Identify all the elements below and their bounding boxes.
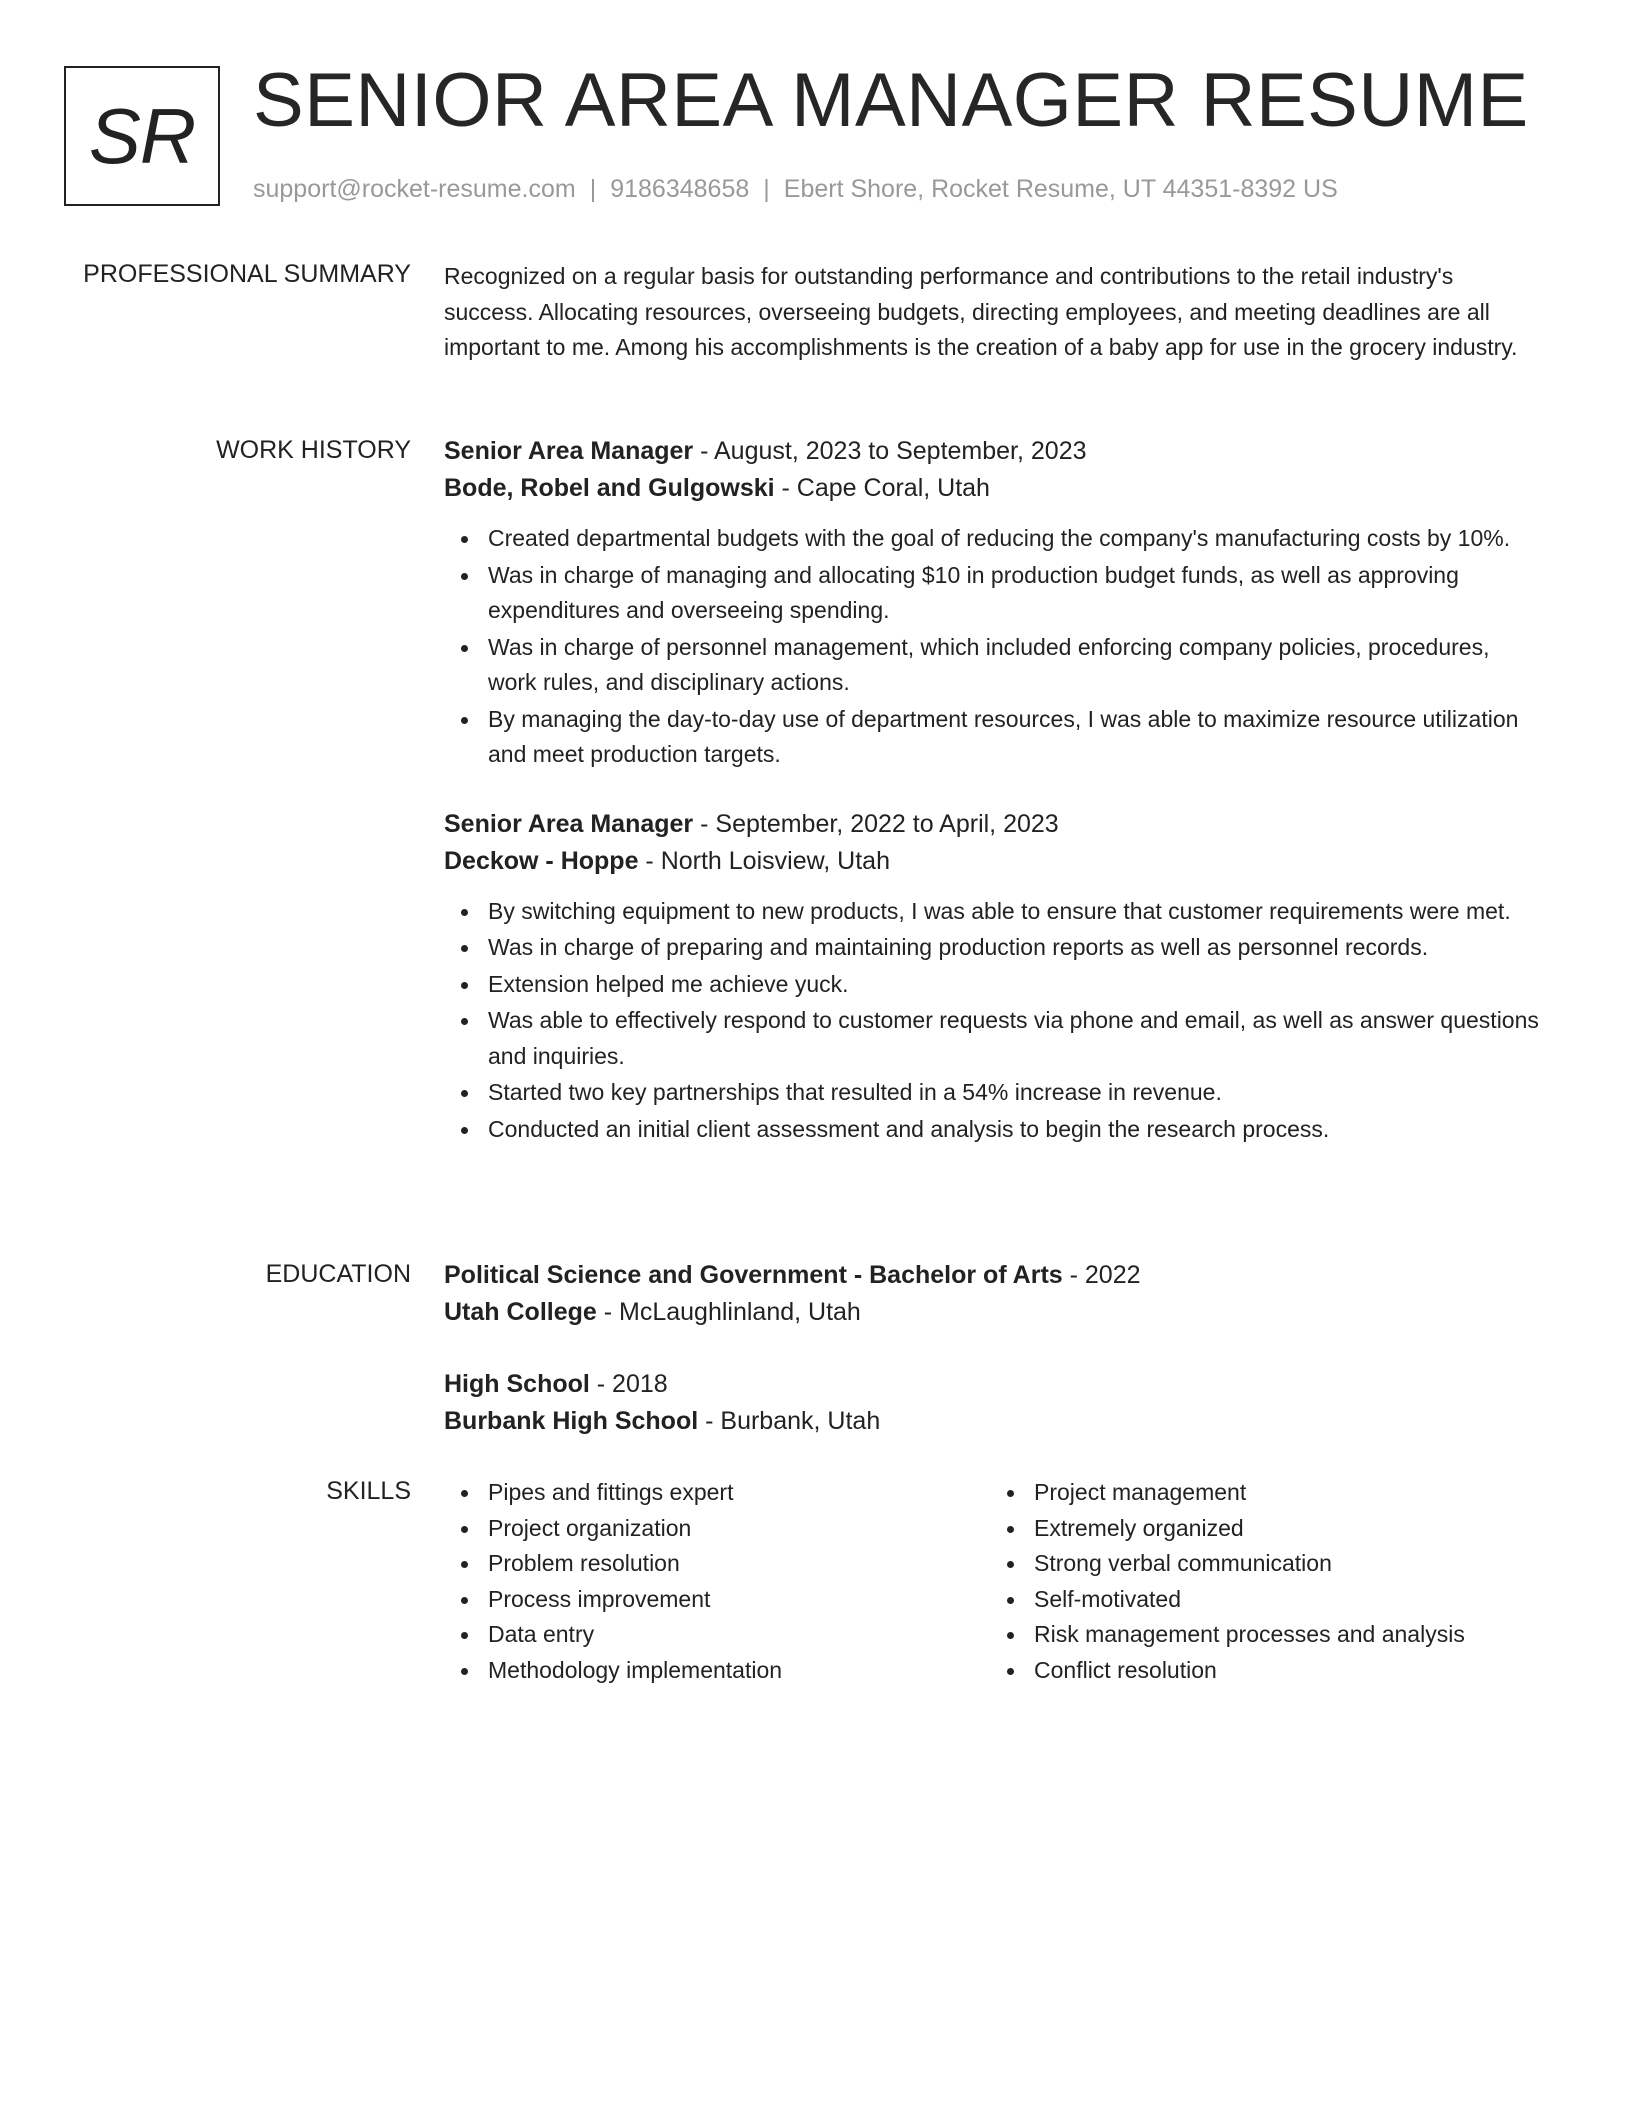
job-bullet: By switching equipment to new products, I was able to ensure that customer requirements were met. [488, 894, 1544, 930]
summary-text: Recognized on a regular basis for outstanding performance and contributions to the retail industry's success. Allocating resources, overseeing budgets, directing employees, and meeting deadlines are all important to me. Among his accomplishments is the creation of a baby app for use in the grocery industry. [444, 263, 1518, 360]
school-location: - Burbank, Utah [698, 1407, 881, 1435]
skill-item: Process improvement [488, 1582, 990, 1618]
job-company: Bode, Robel and Gulgowski [444, 474, 775, 502]
skill-item: Data entry [488, 1617, 990, 1653]
education-entry [444, 1366, 1544, 1440]
job-company: Deckow - Hoppe [444, 846, 639, 875]
skill-item: Project management [1034, 1475, 1536, 1511]
contact-address: Ebert Shore, Rocket Resume, UT 44351-8392 US [783, 175, 1338, 203]
job-bullets [444, 894, 1544, 1148]
school-line [444, 1294, 1544, 1331]
skill-item: Extremely organized [1034, 1511, 1536, 1547]
school-line [444, 1403, 1544, 1440]
job-location: - Cape Coral, Utah [774, 474, 990, 502]
resume-title: SENIOR AREA MANAGER RESUME [253, 58, 1529, 143]
job-entry [444, 433, 1544, 773]
contact-email[interactable]: support@rocket-resume.com [253, 175, 576, 203]
skills-body [444, 1475, 1544, 1689]
contact-phone[interactable]: 9186348658 [610, 175, 750, 203]
school: Burbank High School [444, 1407, 699, 1435]
contact-separator: | [763, 175, 770, 203]
degree: High School [444, 1370, 590, 1398]
education-entry [444, 1257, 1544, 1331]
skill-item: Project organization [488, 1511, 990, 1547]
job-title: Senior Area Manager [444, 809, 694, 838]
skill-item: Pipes and fittings expert [488, 1475, 990, 1511]
job-bullet: Extension helped me achieve yuck. [488, 967, 1544, 1003]
school-location: - McLaughlinland, Utah [596, 1298, 861, 1326]
degree: Political Science and Government - Bachelor of Arts [444, 1261, 1063, 1289]
job-bullet: By managing the day-to-day use of department resources, I was able to maximize resource utilization and meet production targets. [488, 702, 1544, 773]
job-bullet: Created departmental budgets with the goal of reducing the company's manufacturing costs by 10%. [488, 521, 1544, 557]
degree-year: - 2022 [1062, 1261, 1141, 1289]
section-heading-summary: PROFESSIONAL SUMMARY [83, 260, 411, 288]
contact-separator: | [589, 175, 597, 203]
job-company-line [444, 470, 1544, 507]
section-heading-education: EDUCATION [265, 1260, 411, 1288]
section-heading-work-history: WORK HISTORY [216, 436, 411, 464]
job-entry [444, 806, 1544, 1148]
skills-list-right [990, 1475, 1536, 1689]
job-title-line [444, 806, 1544, 843]
job-bullet: Was in charge of managing and allocating $10 in production budget funds, as well as approving expenditures and overseeing spending. [488, 558, 1544, 629]
section-heading-skills: SKILLS [326, 1477, 411, 1505]
contact-line [253, 172, 1338, 206]
job-bullets [444, 521, 1544, 773]
job-dates: - September, 2022 to April, 2023 [693, 809, 1059, 838]
job-title-line [444, 433, 1544, 470]
job-bullet: Was in charge of personnel management, which included enforcing company policies, procedures, work rules, and disciplinary actions. [488, 630, 1544, 701]
degree-line [444, 1257, 1544, 1294]
job-dates: - August, 2023 to September, 2023 [693, 437, 1087, 465]
job-location: - North Loisview, Utah [638, 846, 890, 875]
monogram-logo: SR [64, 66, 220, 206]
work-history-body [444, 433, 1544, 1148]
job-bullet: Was able to effectively respond to customer requests via phone and email, as well as answer questions and inquiries. [488, 1003, 1544, 1074]
school: Utah College [444, 1298, 597, 1326]
degree-year: - 2018 [589, 1370, 668, 1398]
skills-columns [444, 1475, 1544, 1689]
skill-item: Conflict resolution [1034, 1653, 1536, 1689]
job-bullet: Conducted an initial client assessment and analysis to begin the research process. [488, 1112, 1544, 1148]
skill-item: Problem resolution [488, 1546, 990, 1582]
summary-body [444, 259, 1544, 366]
degree-line [444, 1366, 1544, 1403]
education-body [444, 1257, 1544, 1440]
skill-item: Methodology implementation [488, 1653, 990, 1689]
skill-item: Self-motivated [1034, 1582, 1536, 1618]
job-title: Senior Area Manager [444, 437, 694, 465]
job-company-line [444, 843, 1544, 880]
skill-item: Risk management processes and analysis [1034, 1617, 1536, 1653]
skills-list-left [444, 1475, 990, 1689]
skill-item: Strong verbal communication [1034, 1546, 1536, 1582]
job-bullet: Started two key partnerships that resulted in a 54% increase in revenue. [488, 1075, 1544, 1111]
job-bullet: Was in charge of preparing and maintaining production reports as well as personnel records. [488, 930, 1544, 966]
